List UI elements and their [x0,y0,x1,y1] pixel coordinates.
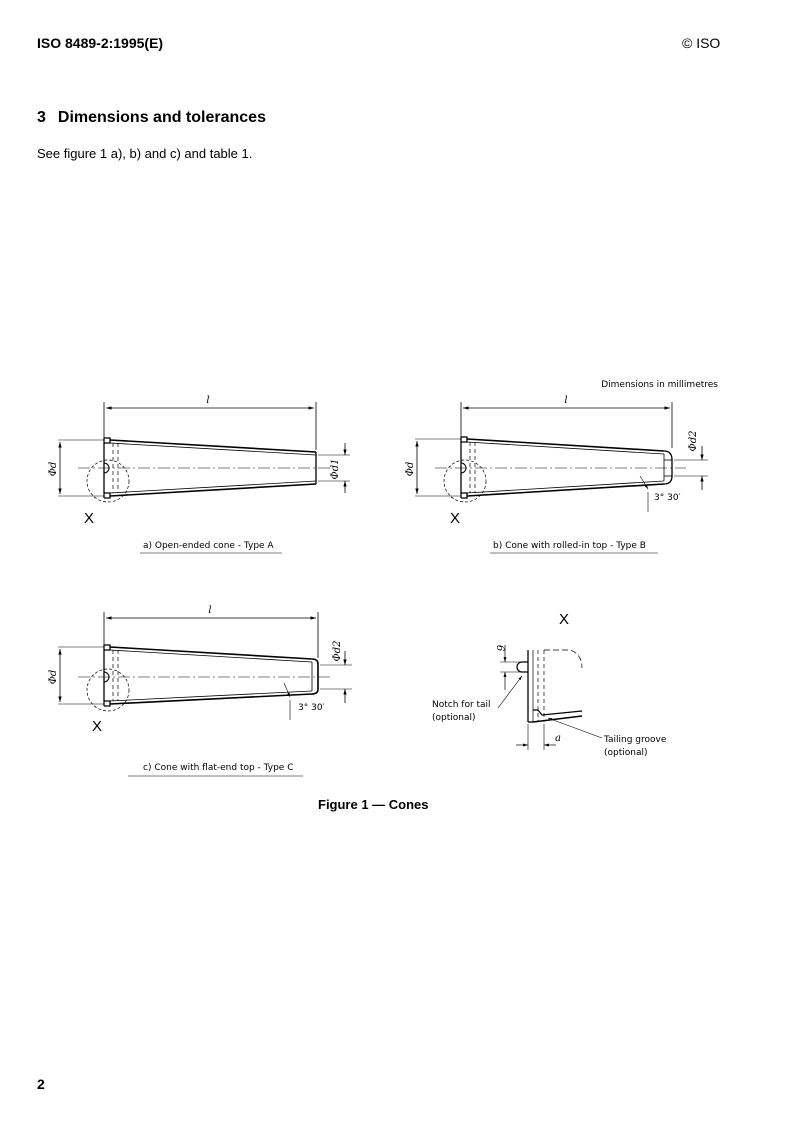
type-c-caption: c) Cone with flat-end top - Type C [143,763,294,773]
detail-x-title: X [558,611,570,628]
section-intro-text: See figure 1 a), b) and c) and table 1. [37,146,253,161]
type-a-length-label: l [206,395,210,406]
detail-x-notch-label: Notch for tail [432,700,491,710]
section-number: 3 [37,109,46,126]
type-a-caption: a) Open-ended cone - Type A [143,541,274,551]
detail-x-notch-dimension: 6 [494,644,505,652]
detail-x-notch-optional: (optional) [432,713,476,723]
type-b-top-diameter-label: Φd2 [688,430,699,452]
cone-type-a [58,402,350,502]
document-standard-number: ISO 8489-2:1995(E) [37,35,164,51]
type-b-outer-diameter-label: Φd [405,461,416,477]
type-c-outer-diameter-label: Φd [48,669,59,685]
type-b-caption: b) Cone with rolled-in top - Type B [493,541,646,551]
page-number: 2 [37,1076,45,1092]
type-b-detail-marker: X [449,510,461,527]
type-c-length-label: l [208,605,212,616]
type-a-detail-marker: X [83,510,95,527]
detail-x-drawing [498,645,602,750]
detail-x-groove-optional: (optional) [604,748,648,758]
type-a-outer-diameter-label: Φd [48,461,59,477]
figure-caption: Figure 1 — Cones [318,797,429,812]
detail-x-groove-dimension: a [555,733,561,744]
type-c-detail-marker: X [91,718,103,735]
section-title: Dimensions and tolerances [57,109,266,126]
type-c-top-diameter-label: Φd2 [332,640,343,662]
detail-x-groove-label: Tailing groove [604,735,667,745]
dimensions-note: Dimensions in millimetres [601,380,718,390]
type-b-angle-label: 3° 30′ [654,493,681,503]
type-c-angle-label: 3° 30′ [298,703,325,713]
copyright-mark: © ISO [682,35,721,51]
type-b-length-label: l [564,395,568,406]
type-a-inner-diameter-label: Φd1 [330,458,341,480]
